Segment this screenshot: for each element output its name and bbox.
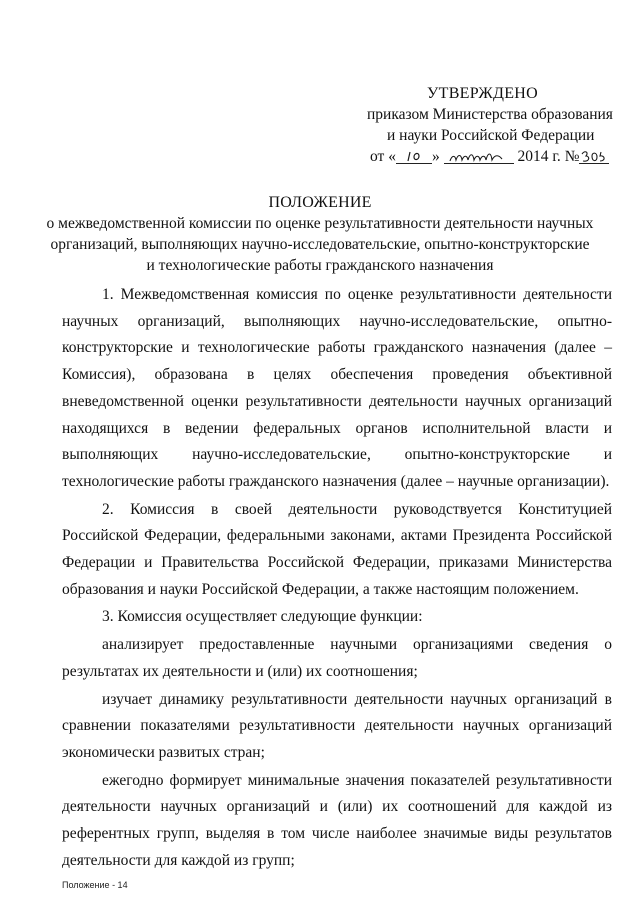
approval-date-line [370,146,609,167]
paragraph-1: 1. Межведомственная комиссия по оценке результативности деятельности научных организаций, выполняющих научно-исследовательские, опытно-конструкторские и технологические работы гражданского назначения (далее – Комиссия), образована в целях обеспечения проведения объективной вневедомственной оценки результативности деятельности научных организаций находящихся в ведении федеральных органов исполнительной власти и выполняющих научно-исследовательские, опытно-конструкторские и технологические работы гражданского назначения (далее – научные организации). [62,286,612,490]
number-prefix: № [564,148,580,165]
approval-line-1: приказом Министерства образования [367,106,613,123]
document-title: ПОЛОЖЕНИЕ [268,194,372,211]
handwritten-number [579,146,609,167]
approval-line-2: и науки Российской Федерации [387,127,595,144]
function-item-3: ежегодно формирует минимальные значения показателей результативности деятельности научных организаций и (или) их соотношений для каждой из референтных групп, выделяя в том числе наиболее значимые виды результатов деятельности для каждой из групп; [62,771,612,869]
subtitle-line: и технологические работы гражданского назначения [146,257,494,274]
handwritten-day [396,146,432,167]
subtitle-line: организаций, выполняющих научно-исследовательские, опытно-конструкторские [50,236,590,253]
handwritten-month [444,146,514,167]
function-item-1: анализирует предоставленные научными организациями сведения о результатах их деятельности и (или) их соотношения; [62,636,612,680]
paragraph-3: 3. Комиссия осуществляет следующие функции: [102,608,423,626]
document-heading [0,192,640,276]
date-year: 2014 г. [517,148,561,165]
subtitle-line: о межведомственной комиссии по оценке результативности деятельности научных [46,215,594,232]
page-footer: Положение - 14 [62,880,128,890]
function-item-2: изучает динамику результативности деятельности научных организаций в сравнении показателями результативности деятельности научных организаций экономически развитых стран; [62,690,612,761]
approval-title: УТВЕРЖДЕНО [427,85,539,102]
date-prefix: от « [370,148,396,165]
paragraph-2: 2. Комиссия в своей деятельности руководствуется Конституцией Российской Федерации, федеральными законами, актами Президента Российской Федерации и Правительства Российской Федерации, приказами Министерства образования и науки Российской Федерации, а также настоящим положением. [62,500,612,598]
date-quote-close: » [431,148,440,165]
document-body [62,282,612,874]
